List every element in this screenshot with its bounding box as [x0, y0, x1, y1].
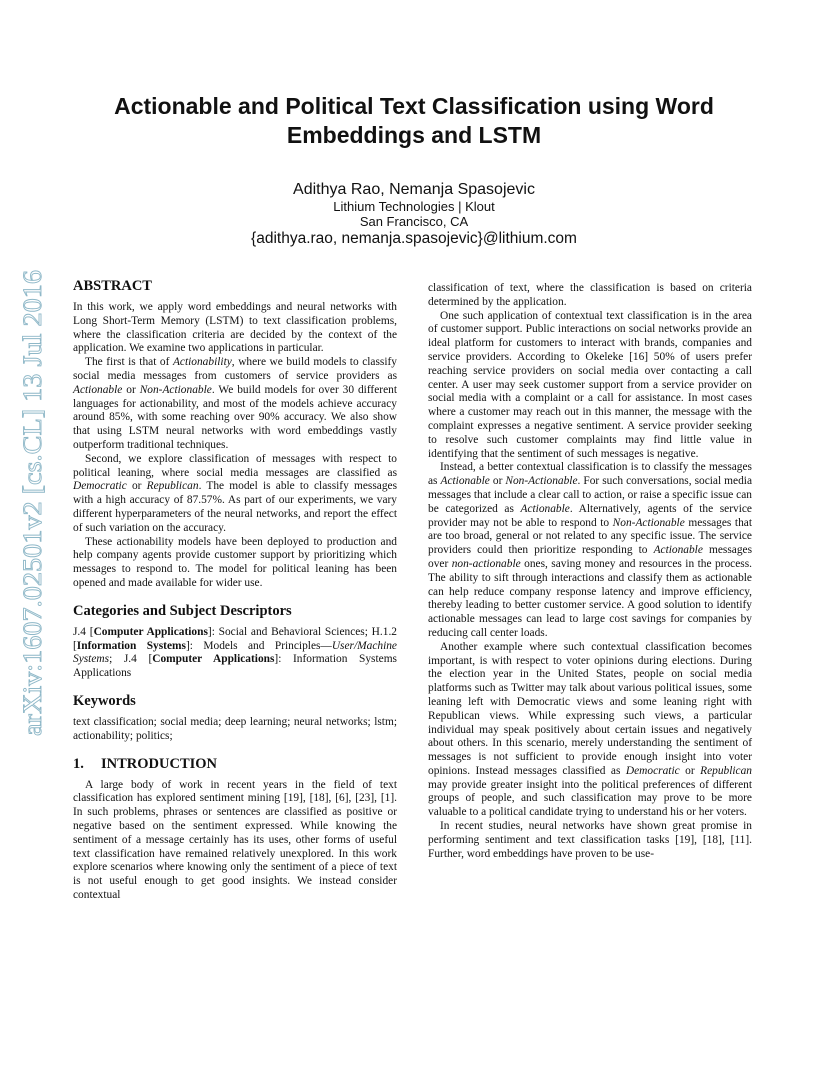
keywords-text: text classification; social media; deep learning; neural networks; lstm; actionability; politics; — [73, 715, 397, 742]
author-names: Adithya Rao, Nemanja Spasojevic — [293, 181, 535, 198]
categories-text: J.4 [Computer Applications]: Social and Behavioral Sciences; H.1.2 [Information Systems]: Models and Principles—User/Machine Systems; J.4 [Computer Applications]: Information Systems Applications — [73, 625, 397, 680]
paper-title — [64, 92, 764, 150]
intro-paragraph-2: One such application of contextual text classification is in the area of customer support. Public interactions on social networks provide an ideal platform for customers to interact with brands, companies and service providers. According to Okeleke [16] 50% of users prefer reaching service providers on social media over contacting a call center. A user may seek customer support from a service provider on social media with a complaint or a call for assistance. In most cases where a customer may reach out in this manner, the message with the complaint expresses a negative sentiment. A service provider seeking to resolve such customer complaints may find little value in identifying that the sentiment of such messages is negative. — [428, 309, 752, 460]
paper-header — [0, 92, 828, 248]
intro-paragraph-1: A large body of work in recent years in the field of text classification has explored sentiment mining [19], [18], [6], [23], [1]. In such problems, phrases or sentences are classified as positive or negative based on the sentiment expressed. While knowing the sentiment of a message certainly has its uses, other forms of useful text classification have remained relatively unexplored. In this work explore scenarios where knowing only the sentiment of a piece of text is not useful enough to get good insights. We instead consider contextual — [73, 778, 397, 901]
section-number: 1. — [73, 755, 84, 772]
title-line-1: Actionable and Political Text Classification using Word — [114, 93, 714, 119]
intro-paragraph-5: In recent studies, neural networks have shown great promise in performing sentiment and text classification tasks [19], [18], [11]. Further, word embeddings have proven to be use- — [428, 820, 752, 860]
arxiv-stamp-text: arXiv:1607.02501v2 [cs.CL] 13 Jul 2016 — [18, 307, 47, 736]
categories-heading: Categories and Subject Descriptors — [73, 602, 292, 619]
intro-paragraph-3: Instead, a better contextual classification is to classify the messages as Actionable or Non-Actionable. For such conversations, social media messages that include a clear call to action, or raise a specific issue can be categorized as Actionable. Alternatively, agents of the service provider may not be able to respond to Non-Actionable messages that are too broad, general or not related to any specific issue. The service providers could then prioritize responding to Actionable messages over non-actionable ones, saving money and resources in the process. The ability to sift through interactions and classify them as actionable can help reduce company response latency and improve efficiency, thereby leading to better customer service. A good solution to identify actionable messages can lead to large cost savings for companies by reducing call center loads. — [428, 461, 753, 639]
keywords-heading: Keywords — [73, 692, 136, 709]
location: San Francisco, CA — [359, 214, 469, 229]
abstract-heading: ABSTRACT — [73, 278, 152, 294]
arxiv-stamp — [14, 268, 50, 738]
abstract-paragraph-2: The first is that of Actionability, where we build models to classify social media messages from customers of service providers as Actionable or Non-Actionable. We build models for over 30 different languages for actionability, and most of the models achieve accuracy around 85%, with some reaching over 90% accuracy. We also show that using LSTM neural networks with word embeddings vastly outperform traditional techniques. — [73, 356, 397, 451]
author-block — [0, 180, 828, 248]
intro-paragraph-4: Another example where such contextual classification becomes important, is with respect to voter opinions during elections. During the election year in the United States, people on social media platforms such as Twitter may talk about various political issues, some leaning left with Democratic views and some leaning right with Republican views. While expressing such views, a particular individual may speak positively about certain issues and negatively about others. In this scenario, merely understanding the sentiment of messages is not sufficient to provide enough insight into voter opinions. Instead messages classified as Democratic or Republican may provide greater insight into the political preferences of different groups of people, and such classification may prove to be more valuable to a political candidate trying to understand his or her voters. — [428, 640, 753, 819]
author-email: {adithya.rao, nemanja.spasojevic}@lithium.com — [251, 230, 577, 247]
intro-paragraph-1-continued: classification of text, where the classification is based on criteria determined by the application. — [428, 282, 752, 308]
left-column — [73, 278, 397, 903]
abstract-paragraph-1: In this work, we apply word embeddings and neural networks with Long Short-Term Memory (LSTM) to text classification problems, where the classification criteria are decided by the context of the application. We examine two applications in particular. — [73, 301, 397, 355]
affiliation: Lithium Technologies | Klout — [333, 199, 495, 214]
title-line-2: Embeddings and LSTM — [286, 122, 542, 148]
right-column — [428, 282, 752, 861]
introduction-heading: 1. INTRODUCTION — [73, 755, 218, 772]
abstract-paragraph-4: These actionability models have been deployed to production and help company agents provide customer support by prioritizing which messages to respond to. The model for political leaning has been opened and made available for wider use. — [73, 535, 397, 589]
abstract-paragraph-3: Second, we explore classification of messages with respect to political leaning, where social media messages are classified as Democratic or Republican. The model is able to classify messages with a high accuracy of 87.57%. As part of our experiments, we vary different hyperparameters of the neural networks, and report the effect of such variation on the accuracy. — [73, 452, 398, 534]
